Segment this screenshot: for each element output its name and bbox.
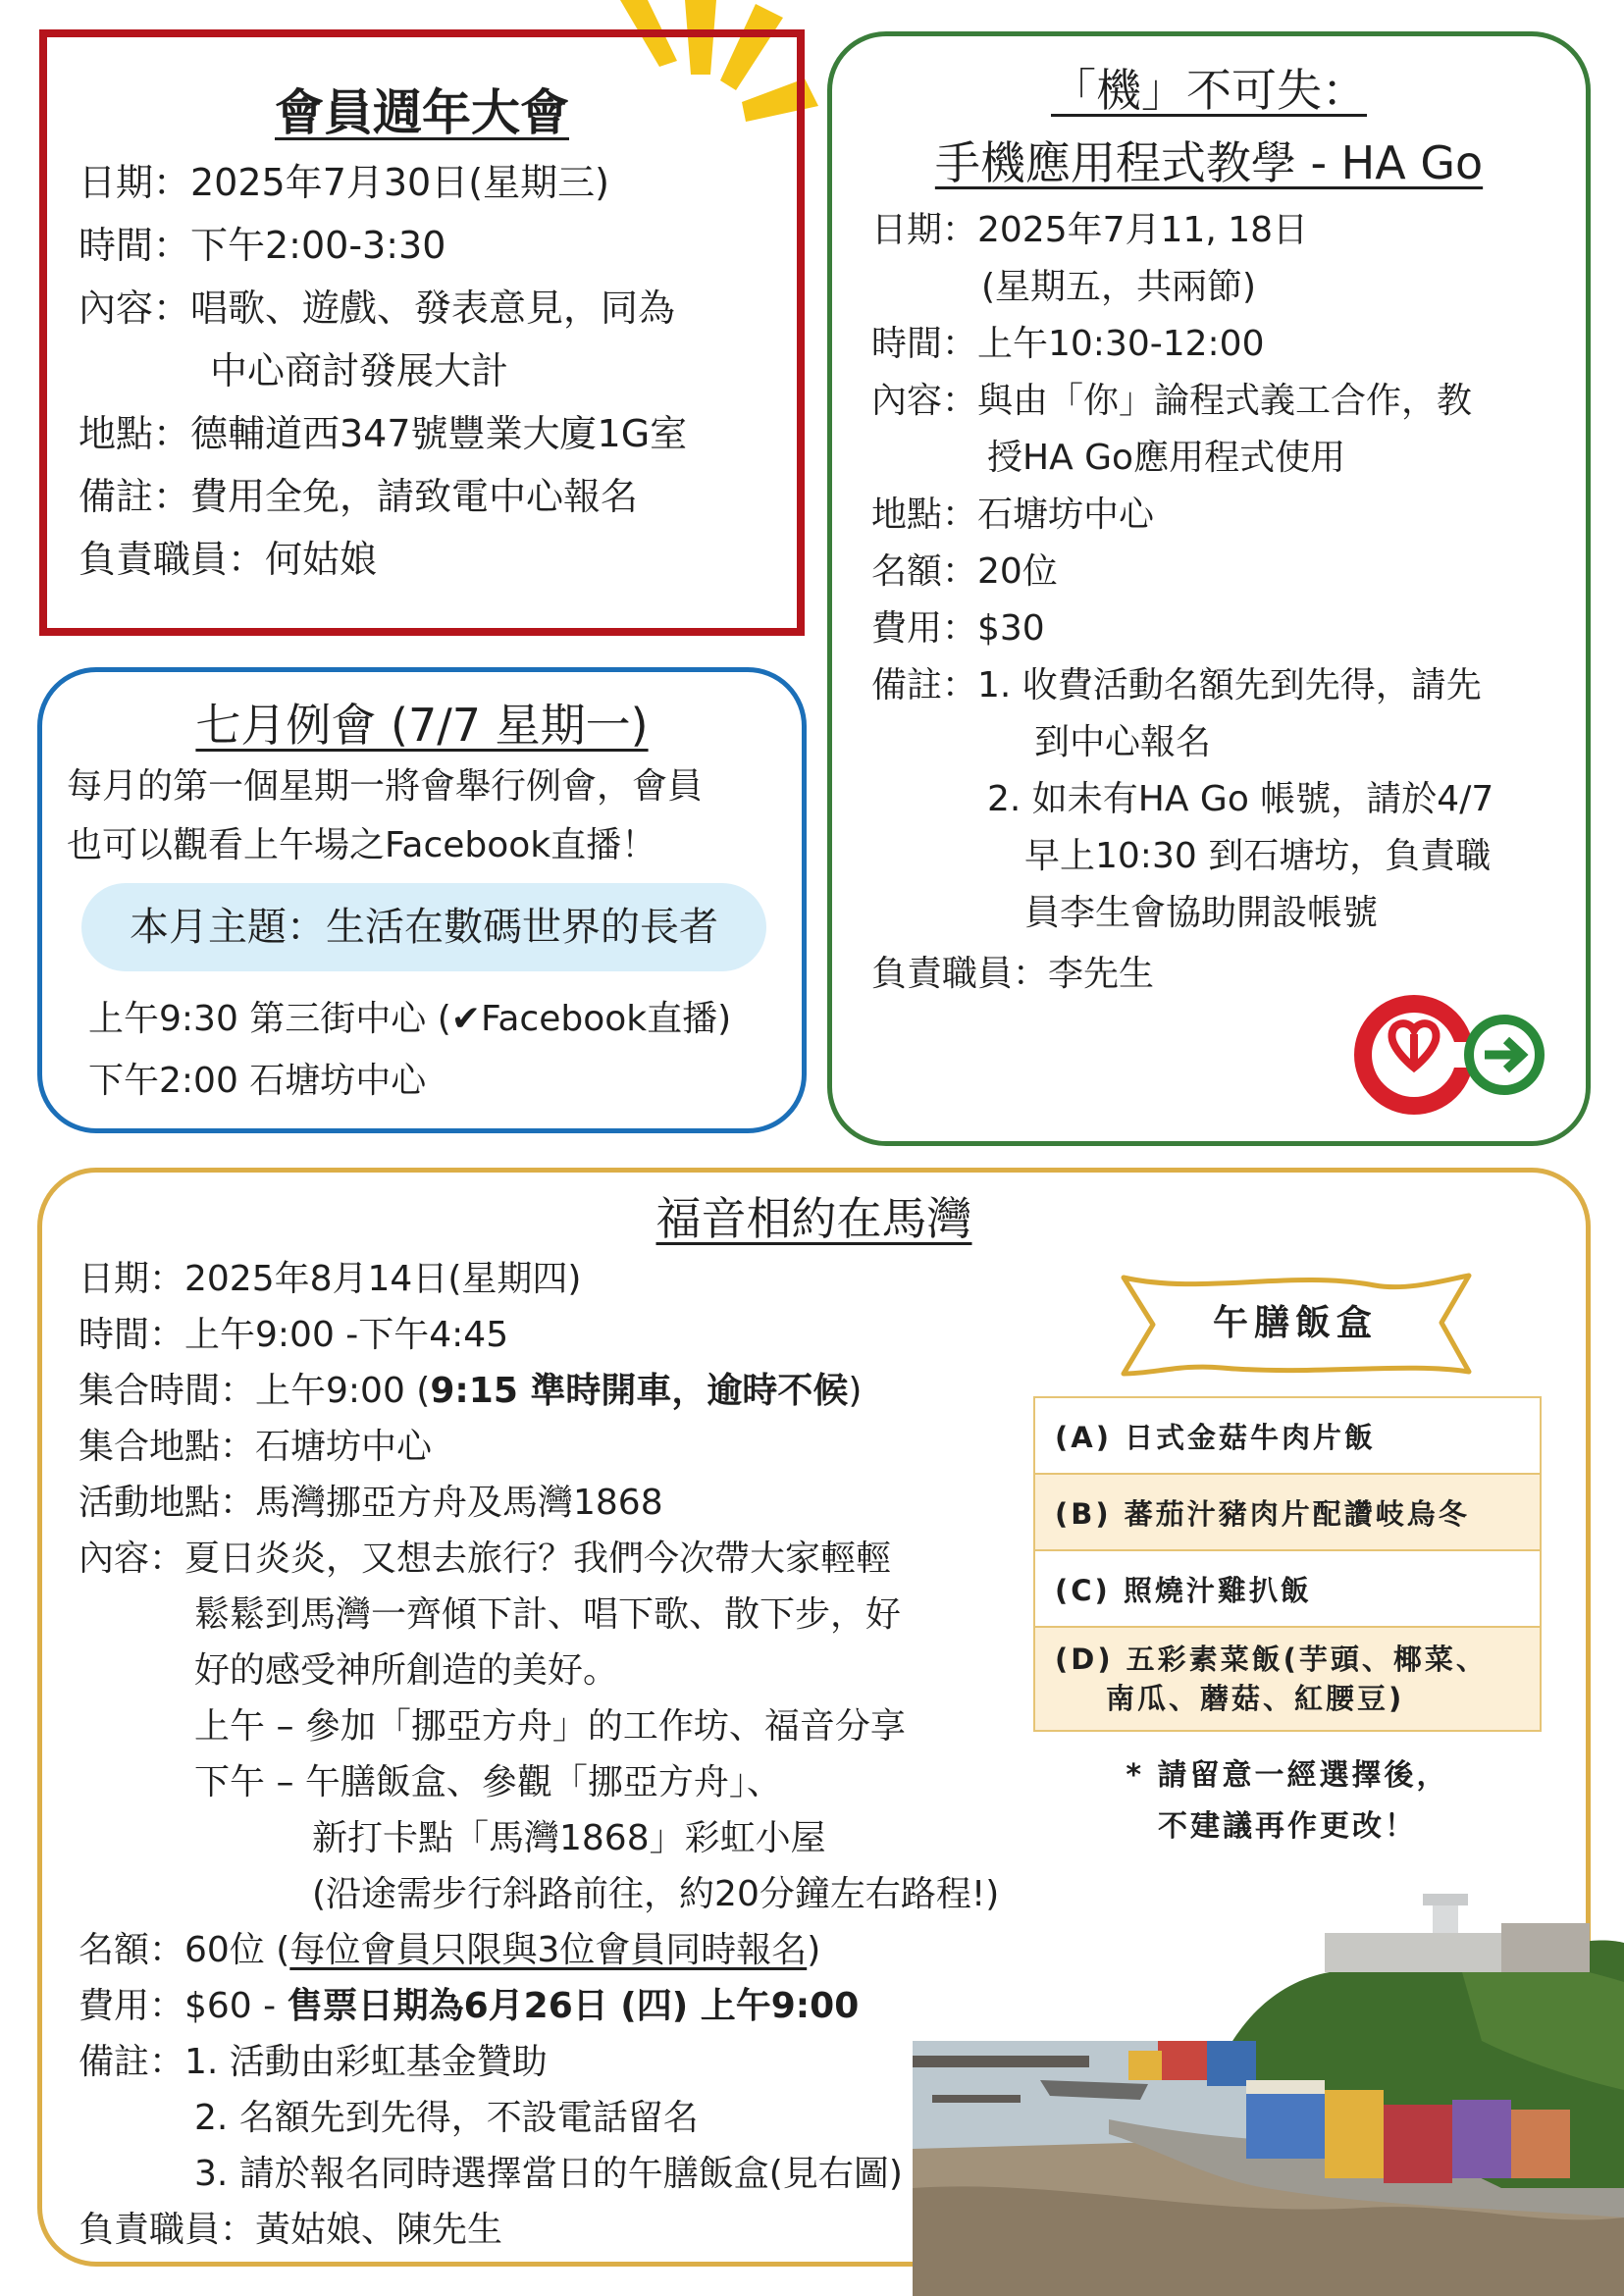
trip-gather-time xyxy=(79,1363,862,1419)
quota-close: ) xyxy=(807,1930,821,1970)
trip-content-line7: (沿途需步行斜路前往，約20分鐘左右路程!) xyxy=(312,1874,1000,1914)
lunch-option-b xyxy=(1035,1475,1540,1551)
lunch-option-d-text: (D) 五彩素菜飯(芋頭、椰菜、 xyxy=(1055,1643,1488,1676)
ha-go-content-line2: 授HA Go應用程式使用 xyxy=(987,438,1346,478)
ha-go-remark1-line2: 到中心報名 xyxy=(1034,722,1212,762)
ha-go-title-line2: 手機應用程式教學 - HA Go xyxy=(934,136,1484,189)
lunch-option-c xyxy=(1035,1551,1540,1628)
lunch-option-c-text: (C) 照燒汁雞扒飯 xyxy=(1055,1573,1312,1607)
trip-staff: 負責職員：黃姑娘、陳先生 xyxy=(79,2210,503,2250)
trip-remark3: 3. 請於報名同時選擇當日的午膳飯盒(見右圖) xyxy=(194,2154,903,2194)
monthly-desc-line1: 每月的第一個星期一將會舉行例會，會員 xyxy=(67,766,704,807)
trip-date: 日期：2025年8月14日(星期四) xyxy=(79,1259,582,1299)
ma-wan-photo xyxy=(913,1894,1624,2296)
trip-time: 時間：上午9:00 -下午4:45 xyxy=(79,1315,509,1355)
trip-gather-place: 集合地點：石塘坊中心 xyxy=(79,1427,433,1467)
ha-go-date-line1: 日期：2025年7月11, 18日 xyxy=(871,210,1309,250)
gather-time-close: ) xyxy=(848,1371,863,1411)
lunch-option-a-text: (A) 日式金菇牛肉片飯 xyxy=(1055,1420,1377,1454)
monthly-session-2: 下午2:00 石塘坊中心 xyxy=(88,1061,427,1101)
quota-limit-note: 每位會員只限與3位會員同時報名 xyxy=(289,1930,808,1970)
agm-content-line2: 中心商討發展大計 xyxy=(210,349,509,392)
trip-content-line2: 鬆鬆到馬灣一齊傾下計、唱下歌、散下步，好 xyxy=(194,1594,902,1635)
ha-go-time: 時間：上午10:30-12:00 xyxy=(871,324,1265,364)
agm-time: 時間：下午2:00-3:30 xyxy=(79,224,446,267)
trip-content-line6: 新打卡點「馬灣1868」彩虹小屋 xyxy=(312,1818,826,1858)
gather-time-bold: 9:15 準時開車，逾時不候 xyxy=(430,1371,849,1411)
ha-go-fee: 費用：$30 xyxy=(871,608,1045,649)
trip-content-line3: 好的感受神所創造的美好。 xyxy=(194,1650,619,1691)
ha-go-logo xyxy=(1349,991,1565,1119)
monthly-title: 七月例會 (7/7 星期一) xyxy=(195,699,649,752)
lunch-note-line1: * 請留意一經選擇後， xyxy=(1126,1758,1449,1793)
ha-go-title-line1: 「機」不可失： xyxy=(1051,64,1367,117)
trip-remark2: 2. 名額先到先得，不設電話留名 xyxy=(194,2098,699,2138)
gather-time-label: 集合時間：上午9:00 ( xyxy=(79,1371,431,1411)
lunch-menu-table xyxy=(1033,1396,1542,1732)
fee-label: 費用：$60 - xyxy=(79,1986,288,2026)
trip-title: 福音相約在馬灣 xyxy=(655,1192,972,1245)
agm-venue: 地點：德輔道西347號豐業大廈1G室 xyxy=(79,412,688,455)
agm-content-line1: 內容：唱歌、遊戲、發表意見，同為 xyxy=(79,287,676,330)
monthly-desc-line2: 也可以觀看上午場之Facebook直播！ xyxy=(67,825,657,865)
trip-content-line4: 上午 – 參加「挪亞方舟」的工作坊、福音分享 xyxy=(194,1706,906,1747)
ha-go-remark2-line3: 員李生會協助開設帳號 xyxy=(1024,893,1379,933)
lunch-note-line2: 不建議再作更改！ xyxy=(1158,1809,1417,1844)
ha-go-date-line2: (星期五，共兩節) xyxy=(981,267,1257,307)
ha-go-venue: 地點：石塘坊中心 xyxy=(871,495,1155,535)
trip-remark1: 備註：1. 活動由彩虹基金贊助 xyxy=(79,2042,548,2082)
agm-staff: 負責職員：何姑娘 xyxy=(79,538,378,581)
ha-go-remark2-line2: 早上10:30 到石塘坊，負責職 xyxy=(1024,836,1492,876)
ha-go-staff: 負責職員：李先生 xyxy=(871,954,1155,994)
ha-go-remark1: 備註：1. 收費活動名額先到先得，請先 xyxy=(871,665,1482,705)
trip-content-line1: 內容：夏日炎炎，又想去旅行？我們今次帶大家輕輕 xyxy=(79,1539,892,1579)
trip-quota xyxy=(79,1922,820,1978)
lunch-option-d-text-line2: 南瓜、蘑菇、紅腰豆) xyxy=(1106,1682,1405,1715)
agm-title: 會員週年大會 xyxy=(275,84,569,141)
lunch-option-d xyxy=(1035,1628,1540,1730)
session1-text-a: 上午9:30 第三街中心 ( xyxy=(88,999,451,1039)
ha-go-content-line1: 內容：與由「你」論程式義工合作，教 xyxy=(871,381,1473,421)
agm-date: 日期：2025年7月30日(星期三) xyxy=(79,161,609,204)
checkmark-icon: ✔ xyxy=(450,999,481,1039)
agm-remark: 備註：費用全免，請致電中心報名 xyxy=(79,475,639,518)
monthly-theme-pill: 本月主題：生活在數碼世界的長者 xyxy=(81,883,766,971)
session1-text-b: Facebook直播) xyxy=(480,999,732,1039)
ha-go-remark2: 2. 如未有HA Go 帳號，請於4/7 xyxy=(987,779,1494,819)
trip-fee xyxy=(79,1978,859,2034)
fee-sale-date: 售票日期為6月26日 (四) 上午9:00 xyxy=(287,1986,860,2026)
lunch-option-b-text: (B) 蕃茄汁豬肉片配讚岐烏冬 xyxy=(1055,1496,1470,1531)
lunch-option-a xyxy=(1035,1398,1540,1475)
ha-go-quota: 名額：20位 xyxy=(871,551,1058,592)
monthly-session-1 xyxy=(88,991,731,1047)
trip-activity-place: 活動地點：馬灣挪亞方舟及馬灣1868 xyxy=(79,1483,663,1523)
quota-label: 名額：60位 ( xyxy=(79,1930,290,1970)
trip-content-line5: 下午 – 午膳飯盒、參觀「挪亞方舟」、 xyxy=(194,1762,782,1802)
lunch-banner-title: 午膳飯盒 xyxy=(1212,1303,1378,1343)
